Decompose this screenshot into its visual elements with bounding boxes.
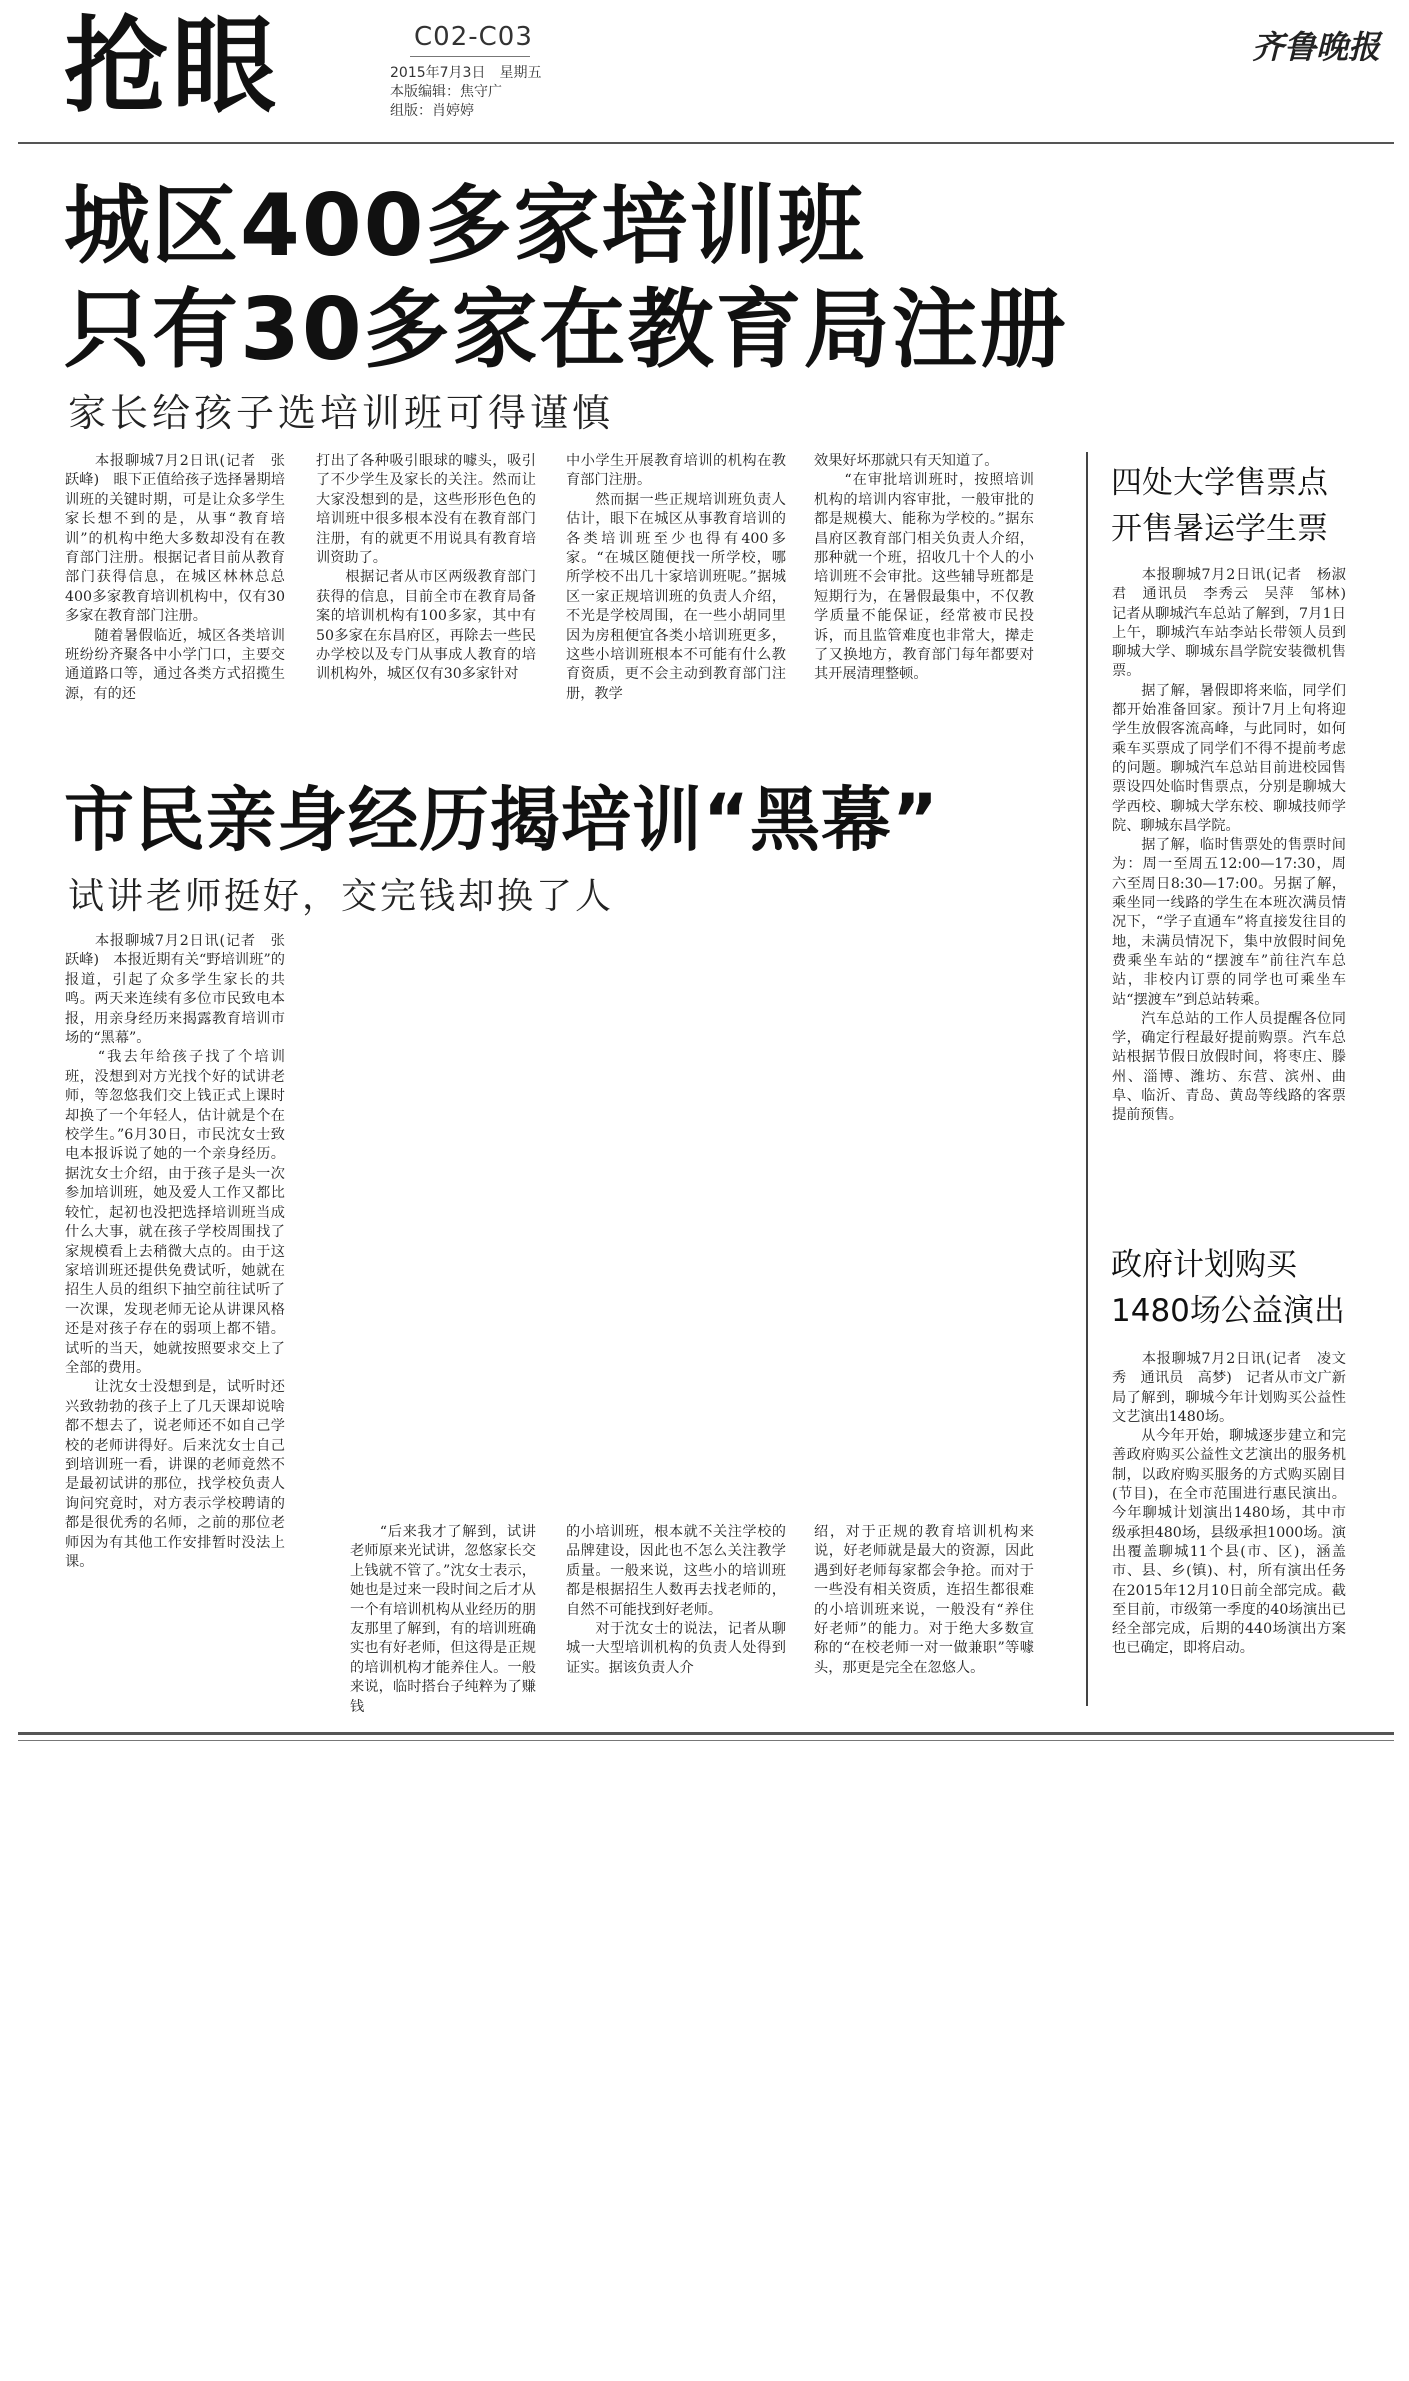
sidebar1-title-line1: 四处大学售票点 bbox=[1111, 465, 1328, 501]
story2-column-2: “后来我才了解到，试讲老师原来光试讲，忽悠家长交上钱就不管了。”沈女士表示，她也是过来一段时间之后才从一个有培训机构从业经历的朋友那里了解到，有的培训班确实也有好老师，但这得是正规的培训机构才能养住人。一般来说，临时搭台子纯粹为了赚钱 bbox=[350, 1524, 536, 1715]
story1-headline-line2: 只有30多家在教育局注册 bbox=[64, 280, 1068, 380]
story2-column-1: 本报聊城7月2日讯(记者 张跃峰) 本报近期有关“野培训班”的报道，引起了众多学生家长的共鸣。两天来连续有多位市民致电本报，用亲身经历来揭露教育培训市场的“黑幕”。 “我去年给孩子找了个培训班，没想到对方光找个好的试讲老师，等忽悠我们交上钱正式上课时却换了一个年轻人，估计就是个在校学生。”6月30日，市民沈女士致电本报诉说了她的一个亲身经历。据沈女士介绍，由于孩子是头一次参加培训班，她及爱人工作又都比较忙，起初也没把选择培训班当成什么大事，就在孩子学校周围找了家规模看上去稍微大点的。由于这家培训班还提供免费试听，她就在招生人员的组织下抽空前往试听了一次课，发现老师无论从讲课风格还是对孩子存在的弱项上都不错。试听的当天，她就按照要求交上了全部的费用。 让沈女士没想到是，试听时还兴致勃勃的孩子上了几天课却说啥都不想去了，说老师还不如自己学校的老师讲得好。后来沈女士自己到培训班一看，讲课的老师竟然不是最初试讲的那位，找学校负责人询问究竟时，对方表示学校聘请的都是很优秀的名师，之前的那位老师因为有其他工作安排暂时没法上课。 bbox=[65, 933, 285, 1570]
page-bottom-rule bbox=[18, 1732, 1394, 1735]
header-rule bbox=[18, 142, 1394, 144]
sidebar2-title-line2: 1480场公益演出 bbox=[1111, 1293, 1345, 1329]
sidebar-divider bbox=[1086, 452, 1088, 1706]
story2-deck: 试讲老师挺好，交完钱却换了人 bbox=[68, 876, 615, 917]
page-numbers: C02-C03 bbox=[414, 22, 533, 52]
story1-deck: 家长给孩子选培训班可得谨慎 bbox=[68, 391, 615, 435]
newspaper-masthead: 齐鲁晚报 bbox=[1252, 28, 1381, 66]
layout-credit: 组版：肖婷婷 bbox=[390, 103, 474, 119]
section-title: 抢眼 bbox=[64, 5, 281, 127]
issue-date: 2015年7月3日 星期五 bbox=[390, 65, 542, 81]
story1-column-2: 打出了各种吸引眼球的噱头，吸引了不少学生及家长的关注。然而让大家没想到的是，这些形形色色的培训班中很多根本没有在教育部门注册，有的就更不用说具有教育培训资助了。 根据记者从市区两级教育部门获得的信息，目前全市在教育局备案的培训机构有100多家，其中有50多家在东昌府区，再除去一些民办学校以及专门从事成人教育的培训机构外，城区仅有30多家针对 bbox=[316, 453, 536, 683]
story2-column-3: 的小培训班，根本就不关注学校的品牌建设，因此也不怎么关注教学质量。一般来说，这些小的培训班都是根据招生人数再去找老师的，自然不可能找到好老师。 对于沈女士的说法，记者从聊城一大型培训机构的负责人处得到证实。据该负责人介 bbox=[566, 1524, 786, 1676]
story1-headline-line1: 城区400多家培训班 bbox=[64, 176, 866, 276]
story1-column-1: 本报聊城7月2日讯(记者 张跃峰) 眼下正值给孩子选择暑期培训班的关键时期，可是让众多学生家长想不到的是，从事“教育培训”的机构中绝大多数却没有在教育部门注册。根据记者目前从教育部门获得信息，在城区林林总总400多家教育培训机构中，仅有30多家在教育部门注册。 随着暑假临近，城区各类培训班纷纷齐聚各中小学门口，主要交通道路口等，通过各类方式招揽生源，有的还 bbox=[65, 453, 285, 702]
story2-headline: 市民亲身经历揭培训“黑幕” bbox=[64, 779, 940, 861]
page-bottom-rule-thin bbox=[18, 1740, 1394, 1741]
sidebar2-body: 本报聊城7月2日讯(记者 凌文秀 通讯员 高梦) 记者从市文广新局了解到，聊城今年计划购买公益性文艺演出1480场。 从今年开始，聊城逐步建立和完善政府购买公益性文艺演出的服务机制，以政府购买服务的方式购买剧目(节目)，在全市范围进行惠民演出。今年聊城计划演出1480场，其中市级承担480场，县级承担1000场。演出覆盖聊城11个县(市、区)，涵盖市、县、乡(镇)、村，所有演出任务在2015年12月10日前全部完成。截至目前，市级第一季度的40场演出已经全部完成，后期的440场演出方案也已确定，即将启动。 bbox=[1112, 1351, 1346, 1657]
story2-empty-area bbox=[316, 932, 1036, 1517]
pages-underline bbox=[410, 56, 530, 57]
sidebar1-body: 本报聊城7月2日讯(记者 杨淑君 通讯员 李秀云 吴萍 邹林) 记者从聊城汽车总站了解到，7月1日上午，聊城汽车站李站长带领人员到聊城大学、聊城东昌学院安装微机售票。 据了解，暑假即将来临，同学们都开始准备回家。预计7月上旬将迎学生放假客流高峰，与此同时，如何乘车买票成了同学们不得不提前考虑的问题。聊城汽车总站目前进校园售票设四处临时售票点，分别是聊城大学西校、聊城大学东校、聊城技师学院、聊城东昌学院。 据了解，临时售票处的售票时间为：周一至周五12:00—17:30，周六至周日8:30—17:00。另据了解，乘坐同一线路的学生在本班次满员情况下，“学子直通车”将直接发往目的地，未满员情况下，集中放假时间免费乘坐车站的“摆渡车”前往汽车总站，非校内订票的同学也可乘坐车站“摆渡车”到总站转乘。 汽车总站的工作人员提醒各位同学，确定行程最好提前购票。汽车总站根据节假日放假时间，将枣庄、滕州、淄博、潍坊、东营、滨州、曲阜、临沂、青岛、黄岛等线路的客票提前预售。 bbox=[1112, 567, 1346, 1124]
story1-column-3: 中小学生开展教育培训的机构在教育部门注册。 然而据一些正规培训班负责人估计，眼下在城区从事教育培训的各类培训班至少也得有400多家。“在城区随便找一所学校，哪所学校不出几十家培训班呢。”据城区一家正规培训班的负责人介绍，不光是学校周围，在一些小胡同里因为房租便宜各类小培训班更多，这些小培训班根本不可能有什么教育资质，更不会主动到教育部门注册，教学 bbox=[566, 453, 786, 702]
story1-column-4: 效果好坏那就只有天知道了。 “在审批培训班时，按照培训机构的培训内容审批，一般审批的都是规模大、能称为学校的。”据东昌府区教育部门相关负责人介绍，那种就一个班，招收几十个人的小培训班不会审批。这些辅导班都是短期行为，在暑假最集中，不仅教学质量不能保证，经常被市民投诉，而且监管难度也非常大，撵走了又换地方，教育部门每年都要对其开展清理整顿。 bbox=[814, 453, 1034, 683]
story2-column-4: 绍，对于正规的教育培训机构来说，好老师就是最大的资源，因此遇到好老师每家都会争抢。而对于一些没有相关资质，连招生都很难的小培训班来说，一般没有“养住好老师”的能力。对于绝大多数宣称的“在校老师一对一做兼职”等噱头，那更是完全在忽悠人。 bbox=[814, 1524, 1034, 1676]
sidebar1-title-line2: 开售暑运学生票 bbox=[1111, 511, 1328, 547]
editor-credit: 本版编辑：焦守广 bbox=[390, 84, 502, 100]
sidebar2-title-line1: 政府计划购买 bbox=[1111, 1247, 1297, 1283]
